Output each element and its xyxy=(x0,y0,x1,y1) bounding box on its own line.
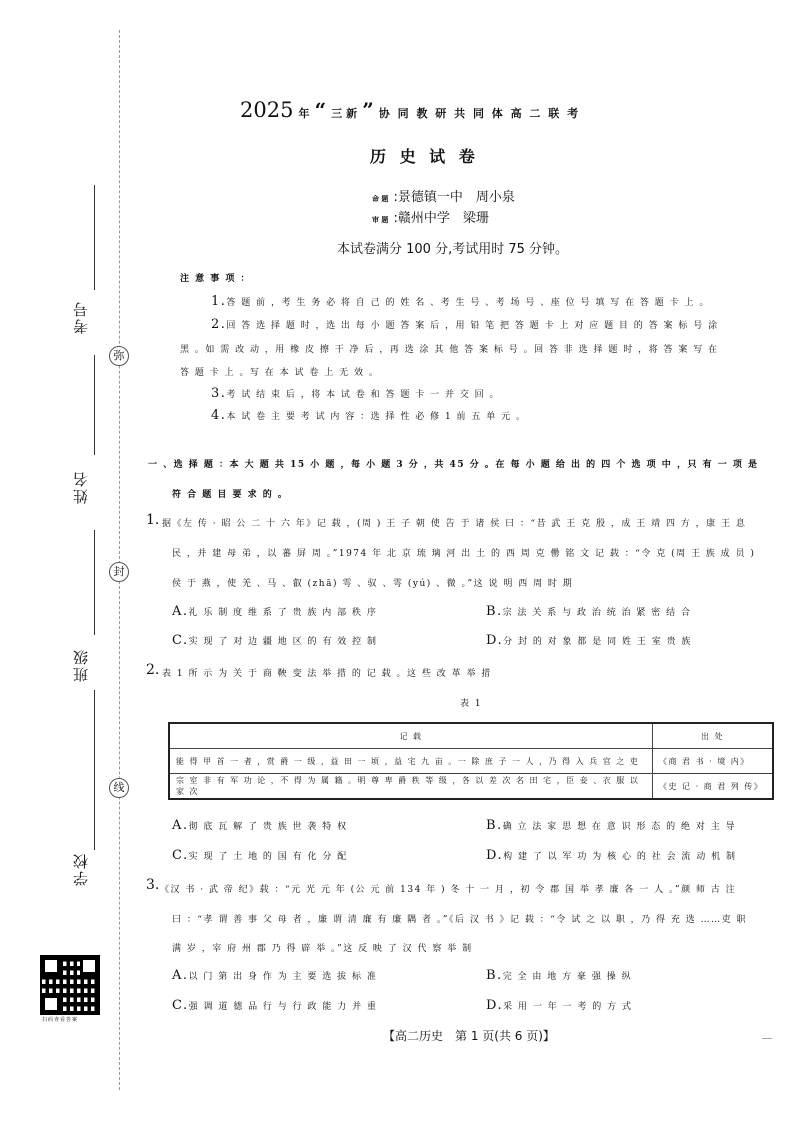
question-number: 1. xyxy=(146,512,160,528)
option-c[interactable]: C.实 现 了 土 地 的 国 有 化 分 配 xyxy=(172,848,348,863)
note-item-3: 3.考 试 结 束 后 ，将 本 试 卷 和 答 题 卡 一 并 交 回 。 xyxy=(211,386,501,401)
subject-title: 历 史 试 卷 xyxy=(370,147,479,166)
question-text: 据《左 传 · 昭 公 二 十 六 年》记 载 ，(周 ) 王 子 朝 使 告 于 诸 侯 曰 ：“昔 武 王 克 殷 ，成 王 靖 四 方 ，康 王 息 xyxy=(162,519,747,529)
option-c[interactable]: C.实 现 了 对 边 疆 地 区 的 有 效 控 制 xyxy=(172,633,378,648)
question-text: 曰 ：“孝 谓 善 事 父 母 者 ，廉 谓 清 廉 有 廉 隅 者 。”《后 汉 书 》记 载 ：“令 试 之 以 职 ，乃 得 充 选 ……吏 职 xyxy=(172,915,747,925)
note-item-1: 1.答 题 前 ，考 生 务 必 将 自 己 的 姓 名 、考 生 号 、考 场 号 、座 位 号 填 写 在 答 题 卡 上 。 xyxy=(211,294,710,309)
qr-caption: 扫码查看答案 xyxy=(42,1017,79,1023)
exam-id-label: 考号 xyxy=(72,300,90,334)
option-b[interactable]: B.完 全 由 地 方 豪 强 操 纵 xyxy=(486,968,633,983)
footer-mark xyxy=(762,1038,772,1039)
exam-info: 本试卷满分 100 分,考试用时 75 分钟。 xyxy=(337,242,569,257)
note-item-2: 2.回 答 选 择 题 时 ，选 出 每 小 题 答 案 后 ，用 铅 笔 把 答 题 卡 上 对 应 题 目 的 答 案 标 号 涂 xyxy=(211,317,719,332)
binding-dashed-line xyxy=(119,30,120,1090)
question-text: 表 1 所 示 为 关 于 商 鞅 变 法 举 措 的 记 载 。这 些 改 革 举 措 xyxy=(162,669,492,679)
author-line-2: 审 题 :赣州中学 梁珊 xyxy=(372,211,489,226)
table-cell: 能 得 甲 首 一 者 ，赏 爵 一 级 ，益 田 一 顷 ，益 宅 九 亩 。一 除 庶 子 一 人 ，乃 得 入 兵 官 之 吏 xyxy=(169,749,653,774)
exam-title: 2025 年 “ 三 新 ” 协 同 教 研 共 同 体 高 二 联 考 xyxy=(240,98,581,122)
option-d[interactable]: D.分 封 的 对 象 都 是 同 姓 王 室 贵 族 xyxy=(486,633,692,648)
note-item-2-cont2: 答 题 卡 上 。写 在 本 试 卷 上 无 效 。 xyxy=(180,368,380,378)
option-b[interactable]: B.确 立 法 家 思 想 在 意 识 形 态 的 绝 对 主 导 xyxy=(486,818,737,833)
page-footer: 【高二历史 第 1 页(共 6 页)】 xyxy=(383,1029,555,1043)
seal-xian: 线 xyxy=(109,778,129,798)
school-label: 学校 xyxy=(72,852,90,886)
table-header: 出 处 xyxy=(653,723,774,749)
school-line xyxy=(94,690,95,850)
name-line xyxy=(94,355,95,455)
option-a[interactable]: A.礼 乐 制 度 维 系 了 贵 族 内 部 秩 序 xyxy=(172,604,378,619)
class-line xyxy=(94,530,95,635)
section-heading-cont: 符 合 题 目 要 求 的 。 xyxy=(172,490,289,500)
question-text: 民 ，并 建 母 弟 ，以 蕃 屏 周 。”1974 年 北 京 琉 璃 河 出 土 的 西 周 克 罍 铭 文 记 载 ：“令 克 (周 王 族 成 员 ) xyxy=(172,549,756,559)
author-line-1: 命 题 :景德镇一中 周小泉 xyxy=(372,190,515,205)
seal-feng: 封 xyxy=(109,562,129,582)
option-d[interactable]: D.采 用 一 年 一 考 的 方 式 xyxy=(486,998,633,1013)
name-label: 姓名 xyxy=(72,470,90,504)
notes-title: 注 意 事 项 ： xyxy=(180,274,252,284)
option-a[interactable]: A.以 门 第 出 身 作 为 主 要 选 拔 标 准 xyxy=(172,968,378,983)
table-cell: 宗 室 非 有 军 功 论 ，不 得 为 属 籍 。明 尊 卑 爵 秩 等 级 ，各 以 差 次 名 田 宅 ，臣 妾 、衣 服 以 家 次 xyxy=(169,774,653,800)
table-cell: 《商 君 书 · 境 内》 xyxy=(653,749,774,774)
table-cell: 《史 记 · 商 君 列 传》 xyxy=(653,774,774,800)
note-item-2-cont: 黑 。如 需 改 动 ，用 橡 皮 擦 干 净 后 ，再 选 涂 其 他 答 案 标 号 。回 答 非 选 择 题 时 ，将 答 案 写 在 xyxy=(180,345,719,355)
class-label: 班级 xyxy=(72,648,90,682)
section-heading: 一 、选 择 题 ：本 大 题 共 15 小 题 ，每 小 题 3 分 ，共 45 分 。在 每 小 题 给 出 的 四 个 选 项 中 ，只 有 一 项 是 xyxy=(148,460,759,470)
question-number: 2. xyxy=(146,662,160,678)
table-1 xyxy=(168,722,774,800)
table-caption: 表 1 xyxy=(460,699,483,709)
option-b[interactable]: B.宗 法 关 系 与 政 治 统 治 紧 密 结 合 xyxy=(486,604,692,619)
option-a[interactable]: A.彻 底 瓦 解 了 贵 族 世 袭 特 权 xyxy=(172,818,348,833)
exam-id-line xyxy=(94,185,95,290)
option-d[interactable]: D.构 建 了 以 军 功 为 核 心 的 社 会 流 动 机 制 xyxy=(486,848,737,863)
option-c[interactable]: C.强 调 道 德 品 行 与 行 政 能 力 并 重 xyxy=(172,998,378,1013)
qr-code[interactable] xyxy=(40,955,100,1015)
seal-mi: 弥 xyxy=(109,346,129,366)
question-number: 3. xyxy=(146,877,160,893)
question-text: 侯 于 燕 ，使 羌 、马 、叡 (zhā) 雩 、驭 、雩 (yú) 、微 。”这 说 明 西 周 时 期 xyxy=(172,579,574,589)
table-header: 记 载 xyxy=(169,723,653,749)
title-year: 2025 xyxy=(240,98,294,122)
question-text: 《汉 书 · 武 帝 纪》载 ：“元 光 元 年 (公 元 前 134 年 ) 冬 十 一 月 ，初 令 郡 国 举 孝 廉 各 一 人 。”颜 师 古 注 xyxy=(160,885,737,895)
question-text: 满 岁 ，宰 府 州 郡 乃 得 辟 举 。”这 反 映 了 汉 代 察 举 制 xyxy=(172,944,473,954)
note-item-4: 4.本 试 卷 主 要 考 试 内 容 ：选 择 性 必 修 1 前 五 单 元 。 xyxy=(211,408,527,423)
